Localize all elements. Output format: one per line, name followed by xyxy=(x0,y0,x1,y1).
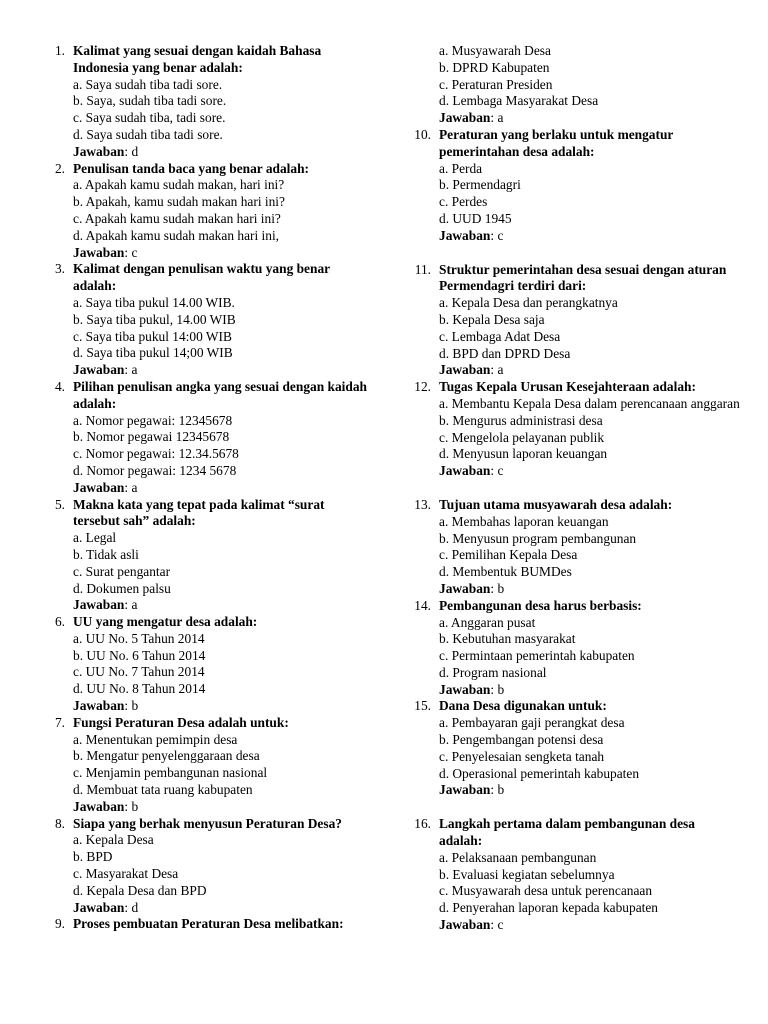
question-number: 13. xyxy=(414,496,431,512)
question-number: 4. xyxy=(54,378,65,394)
answer-value: b xyxy=(497,681,505,697)
question-text: UU yang mengatur desa adalah: xyxy=(73,614,258,630)
answer-value: a xyxy=(497,362,504,378)
answer-key: Jawaban: b xyxy=(439,580,505,596)
question-text: Makna kata yang tepat pada kalimat “surat tersebut sah” adalah: xyxy=(73,496,325,529)
question-item xyxy=(44,816,374,917)
answer-option: b. Apakah, kamu sudah makan hari ini? xyxy=(73,194,285,210)
question-number-cell xyxy=(44,261,73,379)
question-body xyxy=(439,262,740,380)
answer-option: b. Kebutuhan masyarakat xyxy=(439,631,576,647)
question-number-cell xyxy=(410,127,439,245)
answer-option: b. Menyusun program pembangunan xyxy=(439,530,637,546)
answer-label: Jawaban xyxy=(439,463,491,479)
answer-option: d. Operasional pemerintah kabupaten xyxy=(439,765,640,781)
answer-option: d. Apakah kamu sudah makan hari ini, xyxy=(73,227,280,243)
question-item xyxy=(410,698,740,799)
answer-option: d. Nomor pegawai: 1234 5678 xyxy=(73,462,237,478)
answer-option: d. Membuat tata ruang kabupaten xyxy=(73,782,253,798)
answer-option: a. Pembayaran gaji perangkat desa xyxy=(439,715,625,731)
question-number-cell xyxy=(44,614,73,715)
question-body xyxy=(73,379,374,497)
answer-key: Jawaban: a xyxy=(439,362,504,378)
answer-key: Jawaban: b xyxy=(73,798,139,814)
spacer xyxy=(410,480,740,497)
answer-label: Jawaban xyxy=(439,917,491,933)
answer-value: a xyxy=(131,362,138,378)
answer-option: a. Legal xyxy=(73,530,117,546)
answer-label: Jawaban xyxy=(439,782,491,798)
question-text: Pembangunan desa harus berbasis: xyxy=(439,597,642,613)
answer-key: Jawaban: a xyxy=(439,110,504,126)
question-item xyxy=(410,43,740,127)
answer-option: b. Nomor pegawai 12345678 xyxy=(73,429,230,445)
question-number-cell xyxy=(44,816,73,917)
answer-option: a. Membantu Kepala Desa dalam perencanaan anggaran xyxy=(439,395,740,411)
left-column xyxy=(44,43,374,933)
question-number: 15. xyxy=(414,698,431,714)
answer-label: Jawaban xyxy=(73,143,125,159)
question-number: 12. xyxy=(414,379,431,395)
answer-label: Jawaban xyxy=(73,798,125,814)
answer-option: a. Menentukan pemimpin desa xyxy=(73,731,238,747)
question-body xyxy=(73,916,374,933)
question-number: 8. xyxy=(54,815,65,831)
question-text: Fungsi Peraturan Desa adalah untuk: xyxy=(73,714,289,730)
question-text: Dana Desa digunakan untuk: xyxy=(439,698,607,714)
question-item xyxy=(410,127,740,245)
answer-option: d. BPD dan DPRD Desa xyxy=(439,345,571,361)
answer-option: d. Program nasional xyxy=(439,664,547,680)
answer-label: Jawaban xyxy=(73,479,125,495)
answer-key: Jawaban: c xyxy=(73,244,138,260)
question-text: Tujuan utama musyawarah desa adalah: xyxy=(439,496,673,512)
answer-label: Jawaban xyxy=(439,362,491,378)
answer-label: Jawaban xyxy=(73,899,125,915)
answer-option: c. Perdes xyxy=(439,194,488,210)
question-body xyxy=(73,497,374,615)
answer-option: b. UU No. 6 Tahun 2014 xyxy=(73,647,206,663)
answer-label: Jawaban xyxy=(73,362,125,378)
question-number: 14. xyxy=(414,597,431,613)
answer-option: b. Saya tiba pukul, 14.00 WIB xyxy=(73,311,236,327)
question-number-cell xyxy=(410,698,439,799)
question-number: 3. xyxy=(54,261,65,277)
question-number: 7. xyxy=(54,714,65,730)
question-text: Proses pembuatan Peraturan Desa melibatkan: xyxy=(73,916,344,932)
question-number-cell xyxy=(44,43,73,161)
question-item xyxy=(44,261,374,379)
question-number-cell xyxy=(410,262,439,380)
question-text: Peraturan yang berlaku untuk mengatur pemerintahan desa adalah: xyxy=(439,126,674,159)
question-number: 9. xyxy=(54,916,65,932)
right-column xyxy=(410,43,740,934)
question-number: 16. xyxy=(414,816,431,832)
answer-option: d. Menyusun laporan keuangan xyxy=(439,446,608,462)
answer-option: a. Membahas laporan keuangan xyxy=(439,513,609,529)
answer-value: b xyxy=(497,782,505,798)
answer-option: c. Masyarakat Desa xyxy=(73,866,179,882)
question-number-cell xyxy=(44,379,73,497)
answer-key: Jawaban: a xyxy=(73,362,138,378)
answer-value: c xyxy=(497,917,504,933)
question-text: Kalimat dengan penulisan waktu yang benar adalah: xyxy=(73,261,330,294)
answer-key: Jawaban: d xyxy=(73,899,139,915)
answer-option: a. Apakah kamu sudah makan, hari ini? xyxy=(73,177,285,193)
question-body xyxy=(73,614,374,715)
question-item xyxy=(44,715,374,816)
answer-option: c. Lembaga Adat Desa xyxy=(439,328,561,344)
question-text: Struktur pemerintahan desa sesuai dengan aturan Permendagri terdiri dari: xyxy=(439,261,727,294)
question-body xyxy=(439,127,740,245)
answer-value: c xyxy=(497,463,504,479)
answer-option: a. Pelaksanaan pembangunan xyxy=(439,849,597,865)
question-text: Siapa yang berhak menyusun Peraturan Desa? xyxy=(73,815,342,831)
question-body xyxy=(73,816,374,917)
question-number-cell xyxy=(410,816,439,934)
answer-option: a. Anggaran pusat xyxy=(439,614,536,630)
question-text: Penulisan tanda baca yang benar adalah: xyxy=(73,160,310,176)
question-item xyxy=(44,916,374,933)
answer-option: a. Saya tiba pukul 14.00 WIB. xyxy=(73,294,235,310)
question-number-cell xyxy=(410,379,439,480)
answer-option: d. Dokumen palsu xyxy=(73,580,171,596)
answer-option: c. Nomor pegawai: 12.34.5678 xyxy=(73,446,239,462)
answer-option: c. Menjamin pembangunan nasional xyxy=(73,765,268,781)
answer-key: Jawaban: c xyxy=(439,227,504,243)
answer-value: b xyxy=(131,698,139,714)
answer-value: c xyxy=(497,227,504,243)
answer-value: a xyxy=(131,597,138,613)
answer-option: d. Kepala Desa dan BPD xyxy=(73,882,207,898)
question-item xyxy=(410,598,740,699)
question-body xyxy=(439,598,740,699)
question-body xyxy=(73,715,374,816)
question-number-cell xyxy=(44,916,73,933)
question-text: Tugas Kepala Urusan Kesejahteraan adalah: xyxy=(439,379,696,395)
question-body xyxy=(439,816,740,934)
answer-option: c. UU No. 7 Tahun 2014 xyxy=(73,664,205,680)
answer-value: d xyxy=(131,143,139,159)
answer-option: d. UUD 1945 xyxy=(439,210,512,226)
answer-key: Jawaban: d xyxy=(73,143,139,159)
answer-option: a. Saya sudah tiba tadi sore. xyxy=(73,76,223,92)
answer-option: c. Penyelesaian sengketa tanah xyxy=(439,748,605,764)
answer-option: d. Lembaga Masyarakat Desa xyxy=(439,93,599,109)
answer-value: b xyxy=(497,580,505,596)
answer-option: d. Penyerahan laporan kepada kabupaten xyxy=(439,900,658,916)
answer-option: a. Nomor pegawai: 12345678 xyxy=(73,412,233,428)
answer-option: c. Pemilihan Kepala Desa xyxy=(439,547,578,563)
question-text: Kalimat yang sesuai dengan kaidah Bahasa Indonesia yang benar adalah: xyxy=(73,43,322,75)
answer-option: b. Kepala Desa saja xyxy=(439,311,545,327)
answer-value: a xyxy=(131,479,138,495)
answer-option: c. Permintaan pemerintah kabupaten xyxy=(439,648,635,664)
answer-option: c. Mengelola pelayanan publik xyxy=(439,429,605,445)
answer-option: b. Saya, sudah tiba tadi sore. xyxy=(73,93,227,109)
question-body xyxy=(439,698,740,799)
answer-option: b. Mengatur penyelenggaraan desa xyxy=(73,748,260,764)
answer-key: Jawaban: c xyxy=(439,917,504,933)
answer-option: c. Saya sudah tiba, tadi sore. xyxy=(73,110,226,126)
answer-label: Jawaban xyxy=(439,227,491,243)
answer-option: b. BPD xyxy=(73,849,113,865)
answer-label: Jawaban xyxy=(439,580,491,596)
answer-option: c. Apakah kamu sudah makan hari ini? xyxy=(73,210,281,226)
question-item xyxy=(44,614,374,715)
answer-key: Jawaban: c xyxy=(439,463,504,479)
answer-key: Jawaban: a xyxy=(73,479,138,495)
question-number: 5. xyxy=(54,496,65,512)
answer-option: b. Tidak asli xyxy=(73,546,139,562)
answer-option: a. UU No. 5 Tahun 2014 xyxy=(73,630,205,646)
answer-option: a. Kepala Desa dan perangkatnya xyxy=(439,295,618,311)
answer-key: Jawaban: b xyxy=(439,782,505,798)
question-number: 10. xyxy=(414,126,431,142)
question-number-cell xyxy=(410,43,439,127)
question-text: Pilihan penulisan angka yang sesuai dengan kaidah adalah: xyxy=(73,378,367,411)
question-number: 2. xyxy=(54,160,65,176)
question-body xyxy=(439,497,740,598)
answer-option: d. Saya tiba pukul 14;00 WIB xyxy=(73,345,233,361)
question-number: 6. xyxy=(54,614,65,630)
answer-option: b. Pengembangan potensi desa xyxy=(439,732,604,748)
question-number-cell xyxy=(44,715,73,816)
answer-option: d. UU No. 8 Tahun 2014 xyxy=(73,681,206,697)
question-number: 11. xyxy=(414,261,431,277)
answer-key: Jawaban: a xyxy=(73,597,138,613)
answer-label: Jawaban xyxy=(73,597,125,613)
answer-value: b xyxy=(131,798,139,814)
question-item xyxy=(44,161,374,262)
question-item xyxy=(410,262,740,380)
answer-label: Jawaban xyxy=(439,110,491,126)
question-item xyxy=(44,379,374,497)
question-body xyxy=(73,161,374,262)
answer-key: Jawaban: b xyxy=(439,681,505,697)
question-body xyxy=(73,261,374,379)
answer-option: c. Peraturan Presiden xyxy=(439,76,553,92)
answer-option: a. Kepala Desa xyxy=(73,832,154,848)
question-item xyxy=(44,43,374,161)
answer-option: d. Membentuk BUMDes xyxy=(439,564,572,580)
answer-option: c. Saya tiba pukul 14:00 WIB xyxy=(73,328,232,344)
question-body xyxy=(73,43,374,161)
question-number-cell xyxy=(410,598,439,699)
question-number: 1. xyxy=(54,43,65,58)
answer-value: c xyxy=(131,244,138,260)
question-number-cell xyxy=(44,497,73,615)
answer-key: Jawaban: b xyxy=(73,698,139,714)
question-item xyxy=(44,497,374,615)
answer-option: c. Surat pengantar xyxy=(73,563,171,579)
question-number-cell xyxy=(44,161,73,262)
answer-value: a xyxy=(497,110,504,126)
question-item xyxy=(410,497,740,598)
spacer xyxy=(410,799,740,816)
answer-option: b. Mengurus administrasi desa xyxy=(439,412,603,428)
question-body xyxy=(439,379,740,480)
answer-option: b. Permendagri xyxy=(439,177,521,193)
answer-option: d. Saya sudah tiba tadi sore. xyxy=(73,126,223,142)
answer-option: c. Musyawarah desa untuk perencanaan xyxy=(439,883,653,899)
question-item xyxy=(410,816,740,934)
answer-option: b. DPRD Kabupaten xyxy=(439,59,550,75)
answer-option: b. Evaluasi kegiatan sebelumnya xyxy=(439,866,615,882)
answer-label: Jawaban xyxy=(439,681,491,697)
question-number-cell xyxy=(410,497,439,598)
question-body xyxy=(439,43,740,127)
question-text: Langkah pertama dalam pembangunan desa adalah: xyxy=(439,816,695,849)
answer-value: d xyxy=(131,899,139,915)
spacer xyxy=(410,245,740,262)
answer-label: Jawaban xyxy=(73,244,125,260)
answer-option: a. Perda xyxy=(439,160,483,176)
answer-option: a. Musyawarah Desa xyxy=(439,43,551,58)
answer-label: Jawaban xyxy=(73,698,125,714)
question-item xyxy=(410,379,740,480)
